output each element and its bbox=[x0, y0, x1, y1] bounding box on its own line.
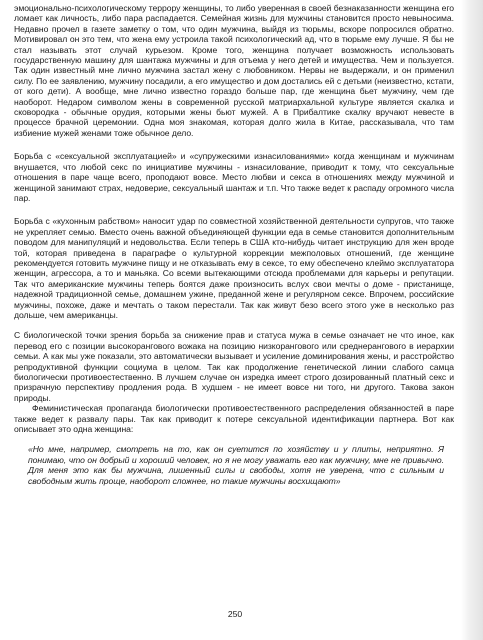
block-quote: «Но мне, например, смотреть на то, как он суетится по хозяйству и у плиты, неприятно. Я понимаю, что он добрый и хороший человек, но я не могу уважать его как мужчину, мне не привычно. Для меня это как бы мужчина, лишенный силы и свободы, хотя не уверена, что с сильным и свободным жить проще, наоборот сложнее, но такие мужчины восхищают» bbox=[28, 444, 444, 486]
paragraph-1: эмоционально-психологическому террору женщины, то либо уверенная в своей безнаказанности женщина его ломает как личность, либо пара распадается. Семейная жизнь для мужчины становится просто невыносима. Недавно прочел в газете заметку о том, что один мужчина, выйдя из тюрьмы, вскоре попросился обратно. Мотивировал он это тем, что жена ему устроила такой психологический ад, что в тюрьме ему лучше. Я бы не стал называть этот случай курьезом. Кроме того, женщина получает возможность использовать государственную машину для шантажа мужчины и для отъема у него детей и имущества. Чем и пользуется. Так один известный мне лично мужчина застал жену с любовником. Нервы не выдержали, и он применил силу. По ее заявлению, мужчину посадили, а его имущество и дом достались ей с детьми (неизвестно, кстати, от кого дети). А вообще, мне лично известно гораздо больше пар, где женщина бьет мужчину, чем где наоборот. Недаром символом жены в современной русской матриархальной культуре является скалка и сковородка - обычные орудия, которыми жены бьют мужей. А в Прибалтике скалку вручают невесте в процессе брачной церемонии. Одна моя знакомая, которая долго жила в Китае, рассказывала, что там избиение мужей женами тоже обычное дело. bbox=[14, 3, 454, 138]
paragraph-4: С биологической точки зрения борьба за снижение прав и статуса мужа в семье означает не что иное, как перевод его с позиции высокорангового вожака на позицию низкорангового или среднерангового в иерархии семьи. А как мы уже показали, это автоматически вызывает и усиление доминирования жены, и расстройство репродуктивной функции социума в целом. Так как продолжение генетической линии слабого самца биологически противоестественно. В лучшем случае он изредка имеет строго дозированный платный секс и призрачную перспективу продления рода. В худшем - не имеет вовсе ни того, ни другого. Такова закон природы. bbox=[14, 330, 454, 403]
paragraph-5: Феминистическая пропаганда биологически противоестественного распределения обязанностей в паре также ведет к развалу пары. Так как приводит к потере сексуальной идентификации партнера. Вот как описывает это одна женщина: bbox=[14, 403, 454, 435]
page-body bbox=[14, 3, 454, 486]
paragraph-2: Борьба с «сексуальной эксплуатацией» и «супружескими изнасилованиями» когда женщинам и мужчинам внушается, что любой секс по инициативе мужчины - изнасилование, приводит к тому, что сексуальные отношения в паре чаще всего, проподают вовсе. Место любви и секса в отношениях между мужчиной и женщиной занимают страх, недоверие, сексуальный шантаж и т.п. Что также ведет к распаду огромного числа пар. bbox=[14, 151, 454, 203]
page-edge-shadow bbox=[461, 0, 483, 640]
paragraph-3: Борьба с «кухонным рабством» наносит удар по совместной хозяйственной деятельности супругов, что также не укрепляет семью. Вместо очень важной объединяющей функции еда в семье становится дополнительным поводом для манипуляций и недовольства. Если теперь в США кто-нибудь читает инструкцию для жен вроде той, которая приведена в параграфе о культурной коррекции межполовых отношений, где женщине рекомендуется готовить мужчине пищу и не отказывать ему в сексе, то ему обеспечено клеймо эксплуататора женщин, агрессора, а то и маньяка. Со всеми вытекающими отсюда проблемами для карьеры и репутации. Так что американские мужчины теперь боятся даже произносить вслух свои мечты о доме - пристанище, надежной традиционной семье, домашнем ужине, преданной жене и регулярном сексе. Впрочем, российские мужчины, похоже, даже и мечтать о таком перестали. Так как живут безо всего этого уже в несколько раз дольше, чем американцы. bbox=[14, 216, 454, 320]
page-number: 250 bbox=[227, 609, 243, 619]
